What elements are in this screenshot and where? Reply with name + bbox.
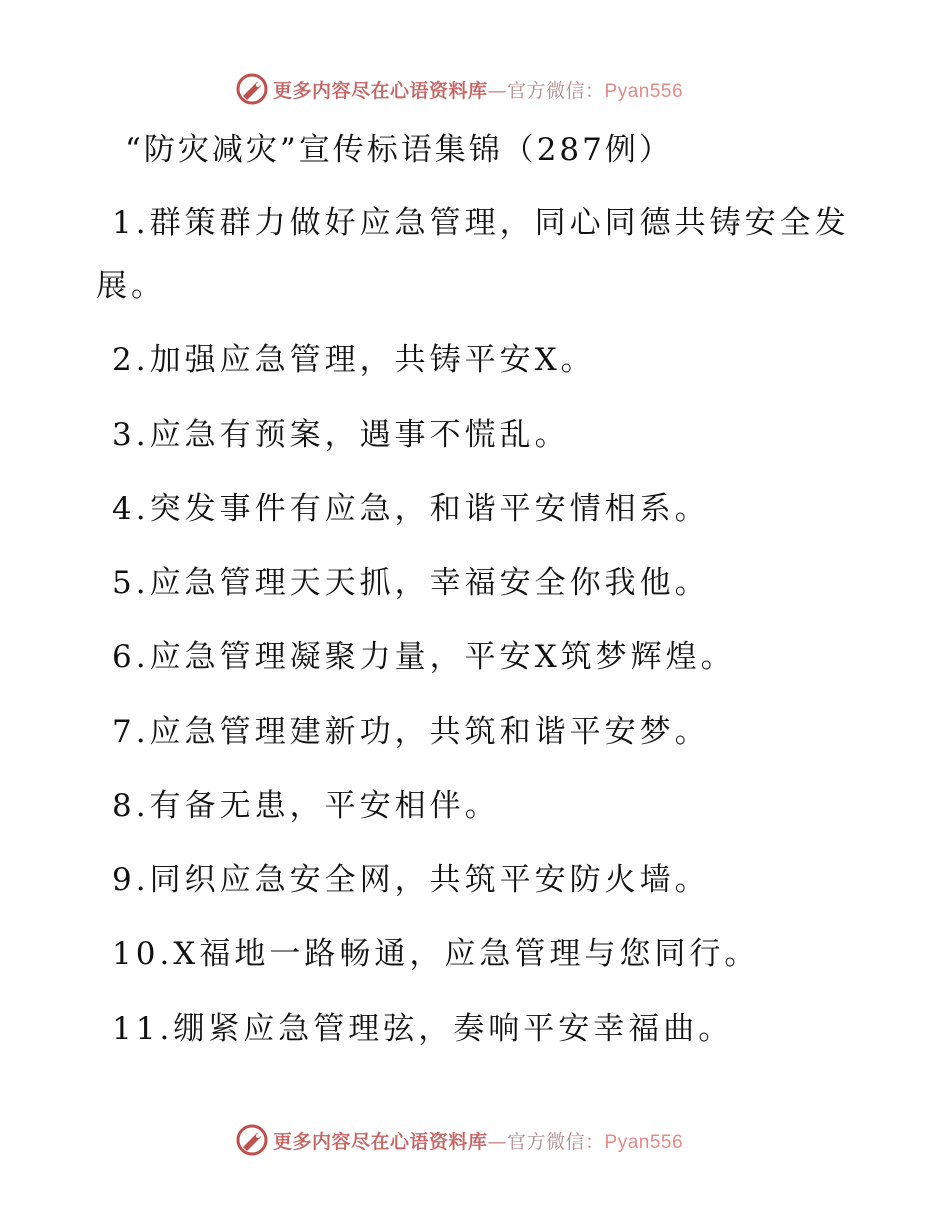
watermark-brand: 更多内容尽在心语资料库 xyxy=(273,79,488,102)
pen-logo-icon xyxy=(235,1123,269,1157)
watermark-id: Pyan556 xyxy=(604,80,684,102)
slogan-1-continuation: 展。 xyxy=(96,268,166,304)
slogan-5: 5.应急管理天天抓，幸福安全你我他。 xyxy=(112,565,710,601)
slogan-11: 11.绷紧应急管理弦，奏响平安幸福曲。 xyxy=(112,1011,734,1047)
slogan-2: 2.加强应急管理，共铸平安X。 xyxy=(112,342,596,378)
watermark-dash: — xyxy=(487,79,508,102)
watermark-label: 官方微信： xyxy=(507,79,605,102)
watermark-text xyxy=(273,1127,683,1154)
pen-logo-icon xyxy=(235,72,269,106)
slogan-10: 10.X福地一路畅通，应急管理与您同行。 xyxy=(112,936,760,972)
watermark-dash: — xyxy=(487,1130,508,1153)
slogan-6: 6.应急管理凝聚力量，平安X筑梦辉煌。 xyxy=(112,639,736,675)
watermark-header xyxy=(235,72,683,106)
slogan-8: 8.有备无患，平安相伴。 xyxy=(112,788,500,824)
document-title: “防灾减灾”宣传标语集锦（287例） xyxy=(125,132,673,168)
watermark-text xyxy=(273,76,683,103)
slogan-7: 7.应急管理建新功，共筑和谐平安梦。 xyxy=(112,714,710,750)
slogan-1: 1.群策群力做好应急管理，同心同德共铸安全发 xyxy=(112,205,850,241)
slogan-9: 9.同织应急安全网，共筑平安防火墙。 xyxy=(112,862,710,898)
slogan-4: 4.突发事件有应急，和谐平安情相系。 xyxy=(112,491,710,527)
watermark-footer xyxy=(235,1123,683,1157)
watermark-brand: 更多内容尽在心语资料库 xyxy=(273,1130,488,1153)
watermark-id: Pyan556 xyxy=(604,1131,684,1153)
slogan-3: 3.应急有预案，遇事不慌乱。 xyxy=(112,417,570,453)
watermark-label: 官方微信： xyxy=(507,1130,605,1153)
